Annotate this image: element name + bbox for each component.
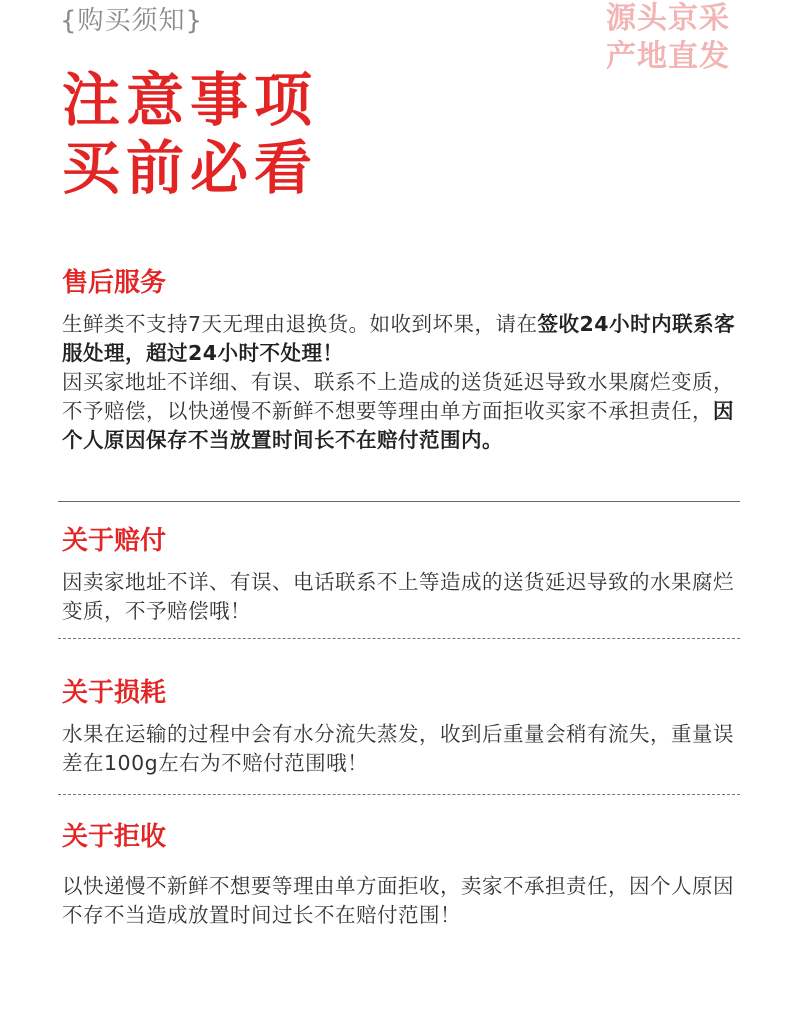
origin-stamp-line1: 源头京采 bbox=[606, 1, 730, 36]
after-sales-emphasis-2: 因个人原因保存不当放置时间长不在赔付范围内。 bbox=[62, 399, 734, 452]
section-body: 因卖家地址不详、有误、电话联系不上等造成的送货延迟导致的水果腐烂变质，不予赔偿哦！ bbox=[62, 570, 734, 623]
dashed-divider bbox=[58, 638, 740, 639]
section-compensation bbox=[62, 524, 742, 626]
notice-tag: {购买须知} bbox=[60, 6, 204, 36]
section-body bbox=[62, 310, 742, 455]
dashed-divider bbox=[58, 794, 740, 795]
section-title: 售后服务 bbox=[62, 268, 167, 298]
after-sales-text-1: 生鲜类不支持7天无理由退换货。如收到坏果，请在 bbox=[62, 312, 538, 336]
section-title: 关于拒收 bbox=[62, 822, 167, 852]
section-rejection bbox=[62, 820, 742, 930]
section-weight-loss bbox=[62, 676, 742, 778]
headline-line1: 注意事项 bbox=[62, 66, 319, 134]
section-after-sales bbox=[62, 266, 742, 455]
section-title: 关于赔付 bbox=[62, 526, 167, 556]
section-divider bbox=[58, 501, 740, 502]
headline-line2: 买前必看 bbox=[62, 134, 319, 202]
section-title: 关于损耗 bbox=[62, 678, 167, 708]
after-sales-text-2: 因买家地址不详细、有误、联系不上造成的送货延迟导致水果腐烂变质，不予赔偿，以快递慢不新鲜不想要等理由单方面拒收买家不承担责任， bbox=[62, 370, 734, 423]
page-headline bbox=[62, 66, 318, 202]
origin-stamp bbox=[606, 0, 730, 76]
section-body: 以快递慢不新鲜不想要等理由单方面拒收，卖家不承担责任，因个人原因不存不当造成放置时间过长不在赔付范围！ bbox=[62, 874, 734, 927]
section-body: 水果在运输的过程中会有水分流失蒸发，收到后重量会稍有流失，重量误差在100g左右为不赔付范围哦！ bbox=[62, 722, 734, 775]
after-sales-emphasis-1: 签收24小时内联系客服处理，超过24小时不处理！ bbox=[62, 312, 736, 365]
origin-stamp-line2: 产地直发 bbox=[606, 39, 730, 74]
